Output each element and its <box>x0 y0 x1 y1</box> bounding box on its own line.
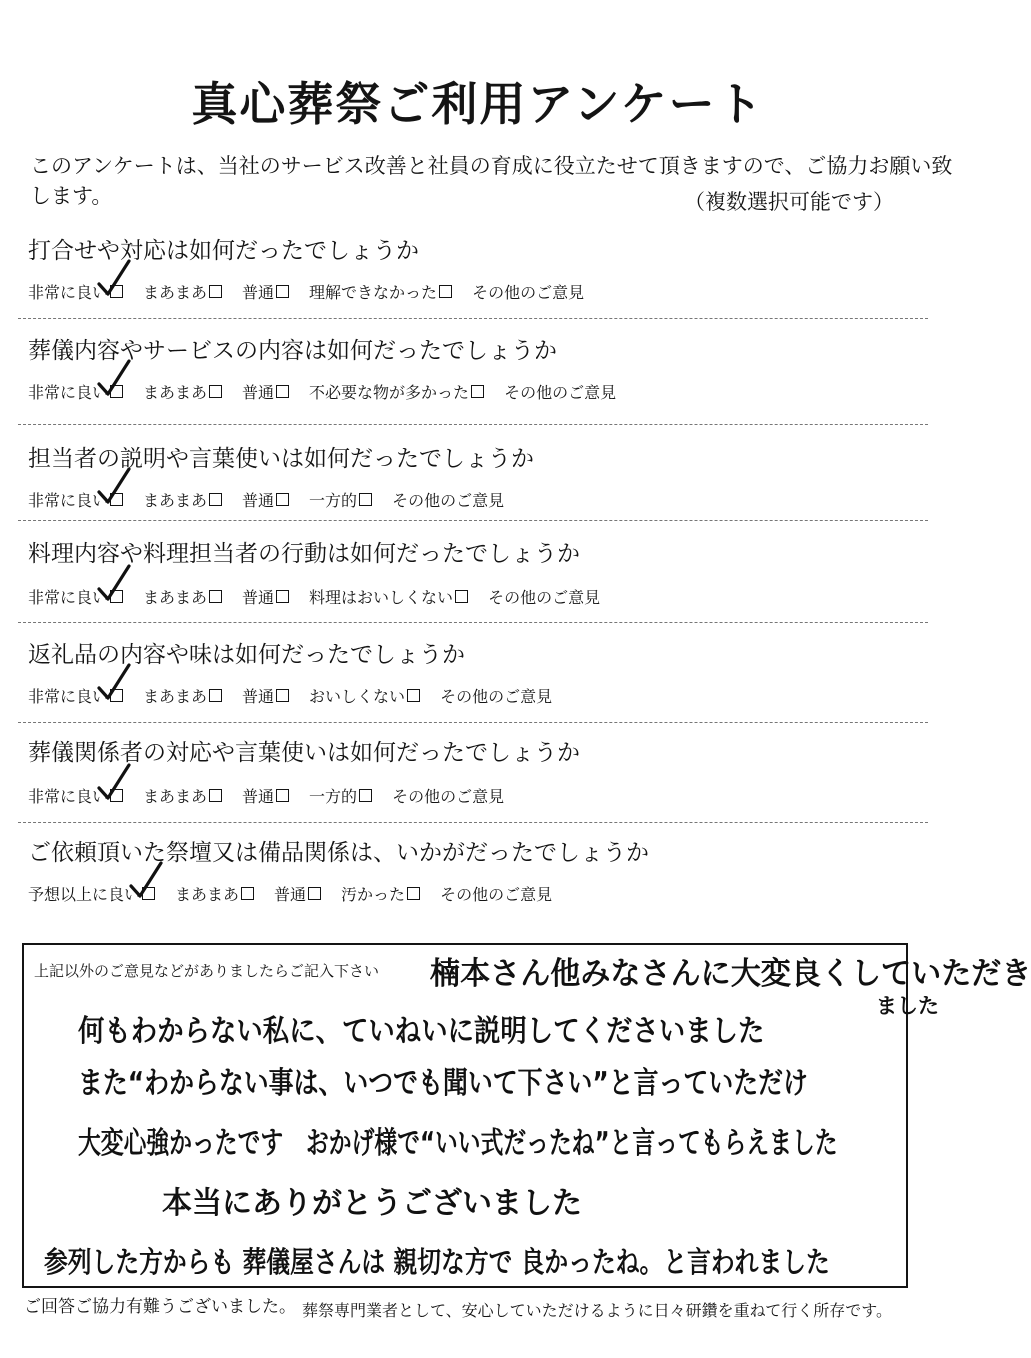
answer-option[interactable] <box>242 585 289 608</box>
answer-option[interactable] <box>440 882 552 905</box>
answer-option[interactable] <box>143 784 222 807</box>
option-label: まあまあ <box>143 283 208 302</box>
answer-option[interactable] <box>488 585 600 608</box>
option-label: 不必要な物が多かった <box>309 383 470 402</box>
option-label: 普通 <box>242 687 275 706</box>
option-label: まあまあ <box>175 885 240 904</box>
checkbox[interactable] <box>359 493 372 506</box>
answer-option[interactable] <box>143 488 222 511</box>
checkbox[interactable] <box>276 789 289 802</box>
answer-option[interactable] <box>274 882 321 905</box>
answer-option[interactable] <box>341 882 420 905</box>
page-title: 真心葬祭ご利用アンケート <box>191 77 765 131</box>
checkbox[interactable] <box>209 689 222 702</box>
option-label: 普通 <box>242 383 275 402</box>
answer-options <box>28 488 524 511</box>
option-label: 予想以上に良い <box>28 885 141 904</box>
checkbox[interactable] <box>276 385 289 398</box>
option-label: 理解できなかった <box>309 283 438 302</box>
section-divider <box>18 318 928 319</box>
answer-options <box>28 784 524 807</box>
option-label: その他のご意見 <box>488 588 601 607</box>
checkbox[interactable] <box>308 887 321 900</box>
checkbox[interactable] <box>359 789 372 802</box>
comment-box <box>22 943 908 1288</box>
question-text: 葬儀内容やサービスの内容は如何だったでしょうか <box>28 338 557 364</box>
option-label: 普通 <box>242 491 275 510</box>
option-label: その他のご意見 <box>440 885 553 904</box>
answer-options <box>28 882 572 905</box>
section-divider <box>18 822 928 823</box>
option-label: 普通 <box>274 885 307 904</box>
answer-options <box>28 585 620 608</box>
option-label: まあまあ <box>143 588 208 607</box>
answer-option[interactable] <box>309 488 372 511</box>
answer-option[interactable] <box>472 280 584 303</box>
answer-option[interactable] <box>309 585 468 608</box>
answer-option[interactable] <box>392 784 504 807</box>
option-label: 料理はおいしくない <box>309 588 454 607</box>
handwritten-line: 大変心強かったです おかげ様で“いい式だったね”と言ってもらえました <box>78 1126 838 1161</box>
option-label: 一方的 <box>309 787 358 806</box>
answer-option[interactable] <box>440 684 552 707</box>
answer-option[interactable] <box>143 280 222 303</box>
option-label: 普通 <box>242 787 275 806</box>
checkbox[interactable] <box>209 285 222 298</box>
option-label: おいしくない <box>309 687 406 706</box>
intro-text: このアンケートは、当社のサービス改善と社員の育成に役立たせて頂きますので、ご協力お願い致します。 <box>30 154 953 208</box>
option-label: まあまあ <box>143 687 208 706</box>
option-label: 非常に良い <box>28 491 109 510</box>
checkbox[interactable] <box>209 789 222 802</box>
answer-option[interactable] <box>242 488 289 511</box>
checkbox[interactable] <box>276 590 289 603</box>
answer-options <box>28 684 572 707</box>
answer-option[interactable] <box>309 280 452 303</box>
answer-option[interactable] <box>28 280 123 303</box>
answer-option[interactable] <box>309 684 420 707</box>
answer-option[interactable] <box>392 488 504 511</box>
answer-option[interactable] <box>28 488 123 511</box>
checkbox[interactable] <box>110 789 123 802</box>
handwritten-line: 何もわからない私に、ていねいに説明してくださいました <box>78 1014 765 1049</box>
answer-option[interactable] <box>28 585 123 608</box>
section-divider <box>18 722 928 723</box>
handwritten-line: 楠本さん他みなさんに大変良くしていただき <box>430 956 1031 992</box>
checkbox[interactable] <box>110 689 123 702</box>
intro-note: （複数選択可能です） <box>684 190 894 214</box>
option-label: 非常に良い <box>28 588 109 607</box>
answer-options <box>28 380 636 403</box>
option-label: その他のご意見 <box>392 787 505 806</box>
answer-option[interactable] <box>242 380 289 403</box>
option-label: その他のご意見 <box>504 383 617 402</box>
section-divider <box>18 520 928 521</box>
option-label: 普通 <box>242 283 275 302</box>
section-divider <box>18 622 928 623</box>
checkbox[interactable] <box>276 493 289 506</box>
option-label: 汚かった <box>341 885 406 904</box>
checkbox[interactable] <box>276 285 289 298</box>
comment-label: 上記以外のご意見などがありましたらご記入下さい <box>34 962 380 980</box>
checkbox[interactable] <box>276 689 289 702</box>
answer-option[interactable] <box>28 380 123 403</box>
checkbox[interactable] <box>241 887 254 900</box>
answer-options <box>28 280 604 303</box>
checkbox[interactable] <box>407 689 420 702</box>
answer-option[interactable] <box>242 784 289 807</box>
answer-option[interactable] <box>309 784 372 807</box>
motto-text: 葬祭専門業者として、安心していただけるように日々研鑽を重ねて行く所存です。 <box>301 1301 892 1320</box>
checkbox[interactable] <box>471 385 484 398</box>
option-label: 非常に良い <box>28 687 109 706</box>
checkbox[interactable] <box>110 285 123 298</box>
answer-option[interactable] <box>28 684 123 707</box>
handwritten-line: 参列した方からも 葬儀屋さんは 親切な方で 良かったね。と言われました <box>44 1245 830 1279</box>
checkbox[interactable] <box>209 590 222 603</box>
question-text: 料理内容や料理担当者の行動は如何だったでしょうか <box>28 541 580 567</box>
question-text: ご依頼頂いた祭壇又は備品関係は、いかがだったでしょうか <box>28 840 649 866</box>
checkbox[interactable] <box>110 493 123 506</box>
option-label: その他のご意見 <box>392 491 505 510</box>
option-label: まあまあ <box>143 491 208 510</box>
option-label: 非常に良い <box>28 283 109 302</box>
option-label: 普通 <box>242 588 275 607</box>
section-divider <box>18 424 928 425</box>
checkbox[interactable] <box>407 887 420 900</box>
handwritten-line: ました <box>876 994 939 1018</box>
option-label: その他のご意見 <box>440 687 553 706</box>
checkbox[interactable] <box>439 285 452 298</box>
answer-option[interactable] <box>309 380 484 403</box>
handwritten-line: 本当にありがとうございました <box>162 1186 582 1221</box>
question-text: 打合せや対応は如何だったでしょうか <box>28 238 419 264</box>
option-label: その他のご意見 <box>472 283 585 302</box>
answer-option[interactable] <box>175 882 254 905</box>
answer-option[interactable] <box>28 882 155 905</box>
answer-option[interactable] <box>143 380 222 403</box>
checkbox[interactable] <box>209 493 222 506</box>
checkbox[interactable] <box>110 385 123 398</box>
checkbox[interactable] <box>209 385 222 398</box>
question-text: 担当者の説明や言葉使いは如何だったでしょうか <box>28 446 534 472</box>
answer-option[interactable] <box>242 684 289 707</box>
handwritten-line: また“わからない事は、いつでも聞いて下さい”と言っていただけ <box>78 1066 808 1101</box>
answer-option[interactable] <box>28 784 123 807</box>
option-label: 一方的 <box>309 491 358 510</box>
thanks-text: ご回答ご協力有難うございました。 <box>24 1297 296 1317</box>
checkbox[interactable] <box>455 590 468 603</box>
answer-option[interactable] <box>242 280 289 303</box>
option-label: 非常に良い <box>28 787 109 806</box>
question-text: 葬儀関係者の対応や言葉使いは如何だったでしょうか <box>28 740 580 766</box>
checkbox[interactable] <box>142 887 155 900</box>
option-label: まあまあ <box>143 787 208 806</box>
option-label: まあまあ <box>143 383 208 402</box>
answer-option[interactable] <box>143 684 222 707</box>
option-label: 非常に良い <box>28 383 109 402</box>
question-text: 返礼品の内容や味は如何だったでしょうか <box>28 642 465 668</box>
answer-option[interactable] <box>504 380 616 403</box>
answer-option[interactable] <box>143 585 222 608</box>
checkbox[interactable] <box>110 590 123 603</box>
